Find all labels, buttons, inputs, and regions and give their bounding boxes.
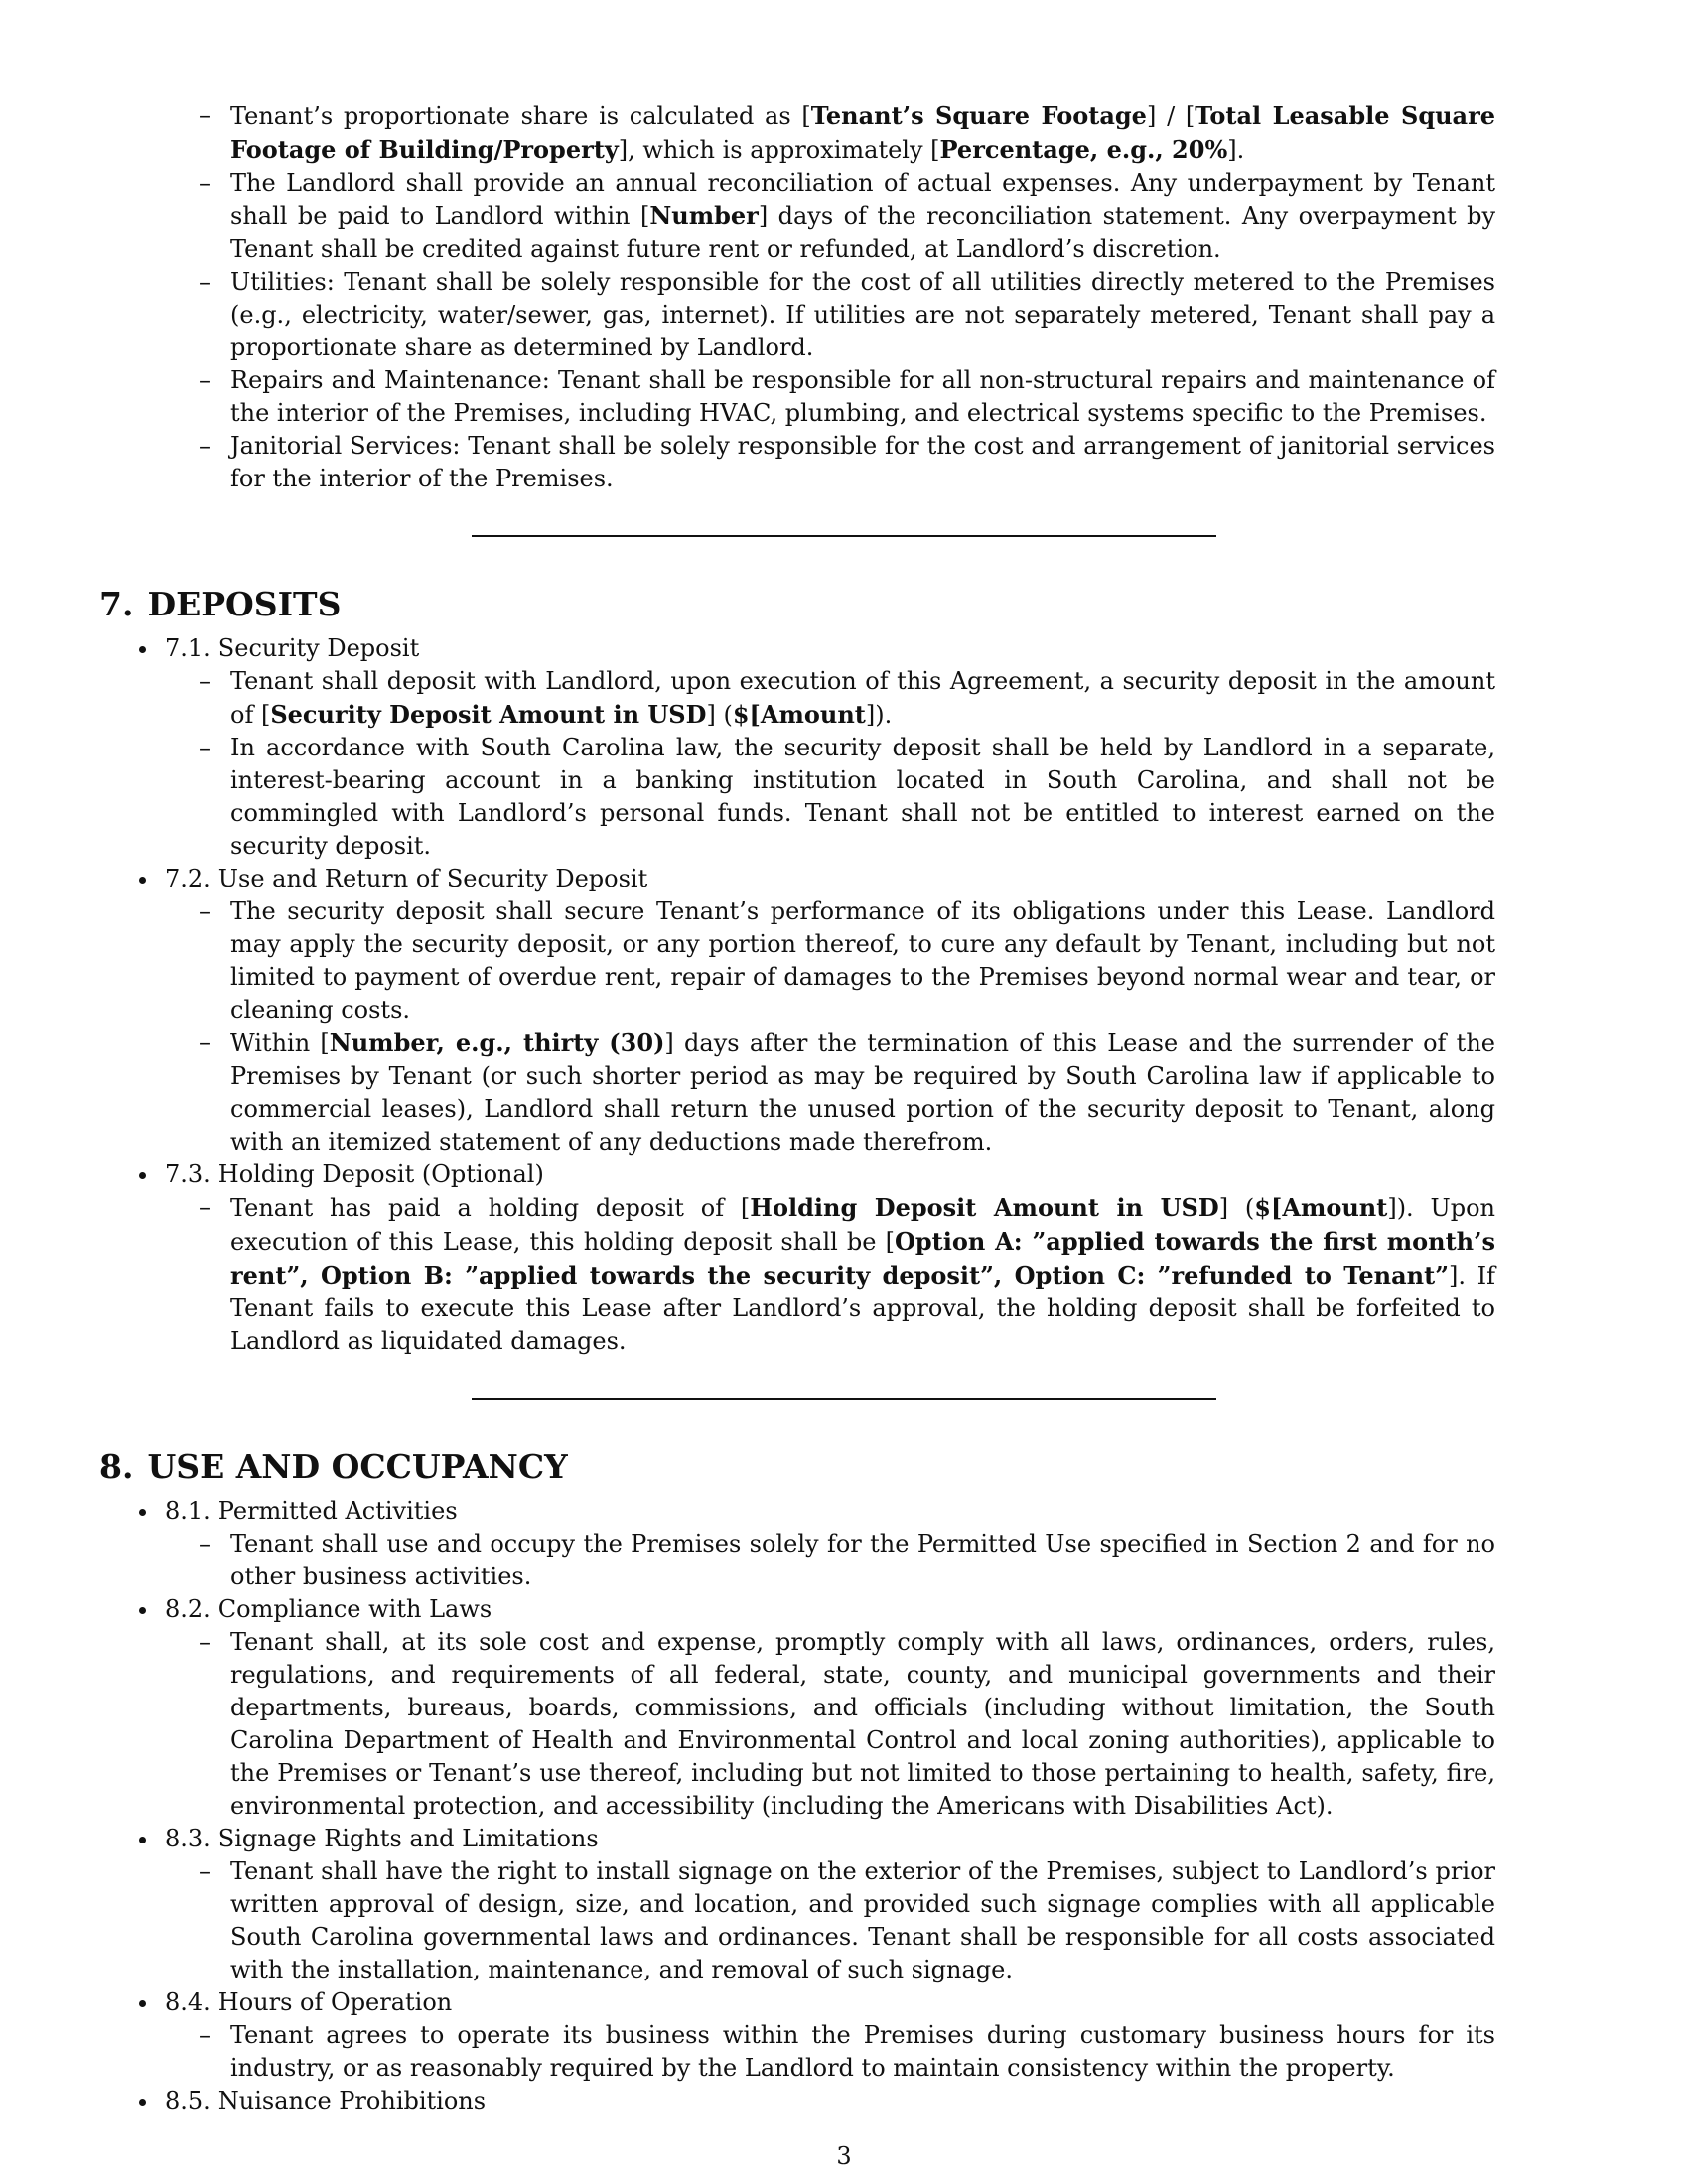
text: Within [ bbox=[230, 1029, 330, 1057]
bold-text: Number, e.g., thirty (30) bbox=[329, 1028, 665, 1057]
subsection-items bbox=[99, 2019, 1589, 2085]
list-item bbox=[99, 364, 1589, 430]
text: ] days of the reconciliation statement. Any overpayment by Tenant shall be credited against future rent or refunded, at Landlord’s discretion. bbox=[230, 203, 1495, 263]
page-number: 3 bbox=[836, 2142, 852, 2170]
list-item bbox=[99, 99, 1589, 167]
bullet-dot-icon bbox=[139, 2099, 146, 2106]
subsection-title: Compliance with Laws bbox=[217, 1595, 492, 1623]
dash-bullet: – bbox=[199, 366, 211, 394]
list-item bbox=[99, 430, 1589, 495]
text: ]. bbox=[1227, 136, 1245, 164]
text: ] / [ bbox=[1146, 102, 1196, 130]
dash-bullet: – bbox=[199, 101, 211, 129]
subsection bbox=[99, 863, 1589, 1159]
dash-bullet: – bbox=[199, 1193, 211, 1221]
sections-container bbox=[99, 585, 1589, 2117]
subsection-number: 8.2. bbox=[165, 1595, 211, 1623]
subsection-heading bbox=[99, 1495, 1589, 1528]
list-item bbox=[99, 2019, 1589, 2085]
subsection-list bbox=[99, 1495, 1589, 2117]
text: The Landlord shall provide an annual reconciliation of actual expenses. Any underpayment by Tenant shall be paid to Landlord within [ bbox=[230, 169, 1495, 230]
bold-text: Security Deposit Amount in USD bbox=[270, 700, 707, 729]
dash-bullet: – bbox=[199, 734, 211, 761]
list-item bbox=[99, 167, 1589, 266]
text: Tenant agrees to operate its business within the Premises during customary business hours for its industry, or as reasonably required by the Landlord to maintain consistency within the property. bbox=[230, 2021, 1495, 2082]
subsection-items bbox=[99, 895, 1589, 1159]
subsection-items bbox=[99, 1626, 1589, 1823]
subsection-number: 8.5. bbox=[165, 2087, 211, 2115]
list-item bbox=[99, 732, 1589, 863]
bullet-dot-icon bbox=[139, 1837, 146, 1843]
text: [ bbox=[801, 102, 811, 130]
subsection-title: Permitted Activities bbox=[217, 1497, 458, 1525]
section-title: DEPOSITS bbox=[147, 585, 342, 623]
subsection bbox=[99, 2085, 1589, 2117]
subsection-items bbox=[99, 665, 1589, 863]
section-number: 7. bbox=[99, 585, 134, 623]
dash-bullet: – bbox=[199, 169, 211, 197]
bullet-dot-icon bbox=[139, 1172, 146, 1179]
bullet-dot-icon bbox=[139, 2000, 146, 2007]
section-heading bbox=[99, 1447, 1589, 1487]
text: The security deposit shall secure Tenant’s performance of its obligations under this Lease. Landlord may apply the security deposit, or any portion thereof, to cure any default by Tenant, including but not limited to payment of overdue rent, repair of damages to the Premises beyond normal wear and tear, or cleaning costs. bbox=[230, 897, 1495, 1024]
subsection bbox=[99, 1986, 1589, 2085]
text: In accordance with South Carolina law, the security deposit shall be held by Landlord in a separate, interest-bearing account in a banking institution located in South Carolina, and shall not be commingled with Landlord’s personal funds. Tenant shall not be entitled to interest earned on the security deposit. bbox=[230, 734, 1495, 860]
list-item bbox=[99, 895, 1589, 1026]
dash-bullet: – bbox=[199, 268, 211, 296]
subsection-heading bbox=[99, 1159, 1589, 1191]
text: Tenant shall, at its sole cost and expense, promptly comply with all laws, ordinances, orders, rules, regulations, and requirements of all federal, state, county, and municipal governments and their departments, bureaus, boards, commissions, and officials (including without limitation, the South Carolina Department of Health and Environmental Control and local zoning authorities), applicable to the Premises or Tenant’s use thereof, including but not limited to those pertaining to health, safety, fire, environmental protection, and accessibility (including the Americans with Disabilities Act). bbox=[230, 1628, 1495, 1820]
subsection-heading bbox=[99, 2085, 1589, 2117]
subsection bbox=[99, 632, 1589, 863]
text: ]. If Tenant fails to execute this Lease after Landlord’s approval, the holding deposit shall be forfeited to Landlord as liquidated damages. bbox=[230, 1262, 1496, 1355]
text: ]). Upon execution of this Lease, this holding deposit shall be [ bbox=[230, 1194, 1496, 1256]
list-item bbox=[99, 1191, 1589, 1358]
bold-text: Total Leasable Square Footage of Building/Property bbox=[230, 101, 1496, 164]
subsection-number: 8.1. bbox=[165, 1497, 211, 1525]
subsection-title: Use and Return of Security Deposit bbox=[217, 865, 648, 892]
dash-bullet: – bbox=[199, 667, 211, 695]
subsection-title: Holding Deposit (Optional) bbox=[217, 1160, 544, 1188]
subsection-number: 7.1. bbox=[165, 634, 211, 662]
subsection-heading bbox=[99, 1986, 1589, 2019]
dash-bullet: – bbox=[199, 897, 211, 925]
dash-bullet: – bbox=[199, 2021, 211, 2049]
subsection bbox=[99, 1823, 1589, 1986]
subsection-title: Signage Rights and Limitations bbox=[217, 1825, 599, 1852]
text: ]). bbox=[865, 701, 893, 729]
subsection-title: Nuisance Prohibitions bbox=[217, 2087, 487, 2115]
bold-text: Holding Deposit Amount in USD bbox=[750, 1193, 1219, 1222]
text: Tenant has paid a holding deposit of [ bbox=[230, 1194, 751, 1222]
bullet-dot-icon bbox=[139, 1509, 146, 1516]
bold-text: Percentage, e.g., 20% bbox=[939, 135, 1228, 164]
text: Tenant’s proportionate share is calculated as bbox=[230, 102, 802, 130]
bold-text: Tenant’s Square Footage bbox=[810, 101, 1147, 130]
subsection-heading bbox=[99, 632, 1589, 665]
section-divider bbox=[472, 1398, 1216, 1400]
section-divider bbox=[472, 535, 1216, 537]
section-number: 8. bbox=[99, 1447, 134, 1486]
subsection-items bbox=[99, 1855, 1589, 1986]
subsection-items bbox=[99, 1191, 1589, 1358]
text: ] days after the termination of this Lease and the surrender of the Premises by Tenant (or such shorter period as may be required by South Carolina law if applicable to commercial leases), Landlord shall return the unused portion of the security deposit to Tenant, along with an itemized statement of any deductions made therefrom. bbox=[230, 1029, 1495, 1156]
text: Tenant shall deposit with Landlord, upon execution of this Agreement, a security deposit in the amount of [ bbox=[230, 667, 1495, 729]
subsection-items bbox=[99, 1528, 1589, 1593]
subsection-number: 7.2. bbox=[165, 865, 211, 892]
subsection-number: 8.3. bbox=[165, 1825, 211, 1852]
bullet-dot-icon bbox=[139, 1607, 146, 1614]
list-item bbox=[99, 1855, 1589, 1986]
continuation-list bbox=[99, 99, 1589, 495]
dash-bullet: – bbox=[199, 1028, 211, 1056]
text: ] ( bbox=[1218, 1194, 1255, 1222]
list-item bbox=[99, 1626, 1589, 1823]
dash-bullet: – bbox=[199, 1857, 211, 1885]
subsection-heading bbox=[99, 1593, 1589, 1626]
dash-bullet: – bbox=[199, 432, 211, 460]
subsection-number: 7.3. bbox=[165, 1160, 211, 1188]
dash-bullet: – bbox=[199, 1628, 211, 1656]
subsection-title: Hours of Operation bbox=[217, 1988, 453, 2016]
text: Utilities: Tenant shall be solely responsible for the cost of all utilities directly metered to the Premises (e.g., electricity, water/sewer, gas, internet). If utilities are not separately metered, Tenant shall pay a proportionate share as determined by Landlord. bbox=[230, 268, 1495, 361]
bold-text: $[Amount bbox=[1254, 1193, 1388, 1222]
bullet-dot-icon bbox=[139, 877, 146, 884]
section-title: USE AND OCCUPANCY bbox=[147, 1447, 568, 1486]
bold-text: Option A: ”applied towards the first month’s rent”, Option B: ”applied towards the security deposit”, Option C: ”refunded to Tenant” bbox=[230, 1227, 1495, 1290]
list-item bbox=[99, 1026, 1589, 1159]
text: Repairs and Maintenance: Tenant shall be responsible for all non-structural repairs and maintenance of the interior of the Premises, including HVAC, plumbing, and electrical systems specific to the Premises. bbox=[230, 366, 1495, 427]
list-item bbox=[99, 665, 1589, 732]
subsection-list bbox=[99, 632, 1589, 1358]
section-heading bbox=[99, 585, 1589, 624]
text: ] ( bbox=[706, 701, 733, 729]
text: Tenant shall have the right to install signage on the exterior of the Premises, subject to Landlord’s prior written approval of design, size, and location, and provided such signage complies with all applicable South Carolina governmental laws and ordinances. Tenant shall be responsible for all costs associated with the installation, maintenance, and removal of such signage. bbox=[230, 1857, 1495, 1983]
list-item bbox=[99, 266, 1589, 364]
subsection-heading bbox=[99, 863, 1589, 895]
bold-text: Number bbox=[649, 202, 759, 230]
dash-bullet: – bbox=[199, 1530, 211, 1558]
subsection-number: 8.4. bbox=[165, 1988, 211, 2016]
text: ], which is approximately [ bbox=[618, 136, 940, 164]
text: Tenant shall use and occupy the Premises solely for the Permitted Use specified in Section 2 and for no other business activities. bbox=[230, 1530, 1495, 1590]
bullet-dot-icon bbox=[139, 646, 146, 653]
document-page bbox=[99, 99, 1589, 2117]
subsection bbox=[99, 1495, 1589, 1593]
subsection bbox=[99, 1593, 1589, 1823]
bold-text: $[Amount bbox=[732, 700, 866, 729]
subsection bbox=[99, 1159, 1589, 1358]
list-item bbox=[99, 1528, 1589, 1593]
subsection-title: Security Deposit bbox=[217, 634, 420, 662]
text: Janitorial Services: Tenant shall be solely responsible for the cost and arrangement of janitorial services for the interior of the Premises. bbox=[230, 432, 1495, 492]
subsection-heading bbox=[99, 1823, 1589, 1855]
